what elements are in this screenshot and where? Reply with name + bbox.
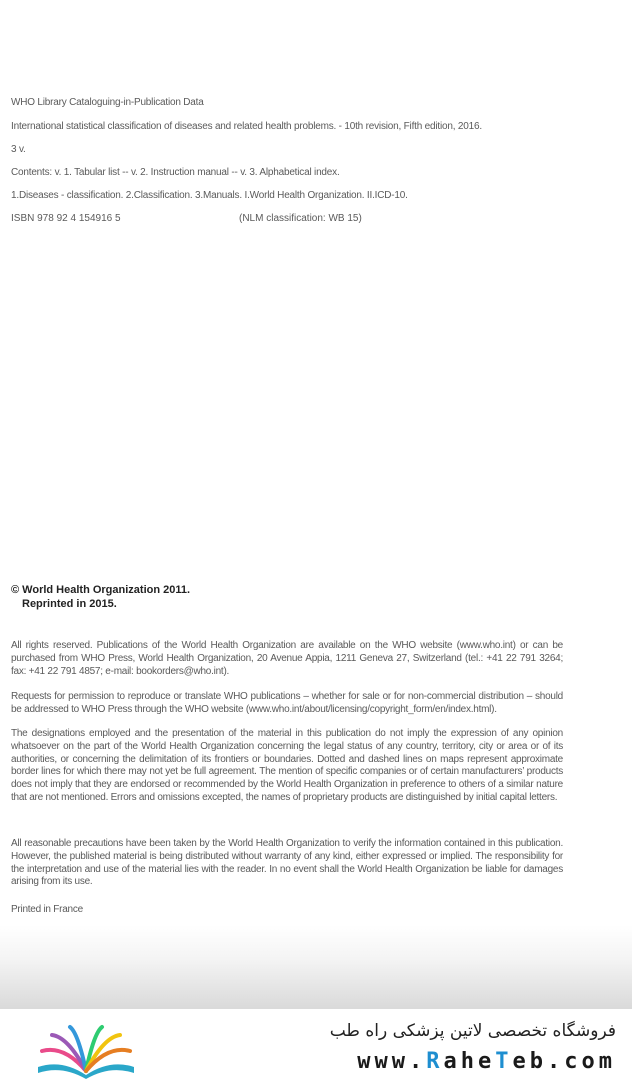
cataloguing-subjects: 1.Diseases - classification. 2.Classification. 3.Manuals. I.World Health Organization. II.ICD-10. [11, 190, 408, 201]
url-prefix: www. [357, 1049, 427, 1074]
cataloguing-isbn-row [11, 213, 362, 224]
rights-paragraph: All rights reserved. Publications of the World Health Organization are available on the WHO website (www.who.int) or can be purchased from WHO Press, World Health Organization, 20 Avenue Appia, 1211 Geneva 27, Switzerland (tel.: +41 22 791 3264; fax: +41 22 791 4857; e-mail: bookorders@who.int). [11, 640, 563, 677]
copyright-notice [11, 583, 190, 611]
url-accent-r: R [426, 1049, 444, 1074]
open-book-rainbow-logo-icon [34, 1023, 138, 1079]
precautions-paragraph: All reasonable precautions have been taken by the World Health Organization to verify the information contained in this publication. However, the published material is being distributed without warranty of any kind, either expressed or implied. The responsibility for the interpretation and use of the material lies with the reader. In no event shall the World Health Organization be liable for damages arising from its use. [11, 838, 563, 888]
isbn-number: ISBN 978 92 4 154916 5 [11, 213, 121, 224]
designations-paragraph: The designations employed and the presentation of the material in this publication do not imply the expression of any opinion whatsoever on the part of the World Health Organization concerning the legal status of any country, territory, city or area or of its authorities, or concerning the delimitation of its frontiers or boundaries. Dotted and dashed lines on maps represent approximate border lines for which there may not yet be full agreement. The mention of specific companies or of certain manufacturers’ products does not imply that they are endorsed or recommended by the World Health Organization in preference to others of a similar nature that are not mentioned. Errors and omissions excepted, the names of proprietary products are distinguished by initial capital letters. [11, 728, 563, 803]
cataloguing-heading: WHO Library Cataloguing-in-Publication Data [11, 97, 204, 108]
cataloguing-contents: Contents: v. 1. Tabular list -- v. 2. Instruction manual -- v. 3. Alphabetical index. [11, 167, 340, 178]
nlm-classification: (NLM classification: WB 15) [239, 213, 362, 224]
url-suffix: eb.com [512, 1049, 616, 1074]
store-banner [0, 1009, 632, 1079]
url-mid: ahe [443, 1049, 496, 1074]
permissions-paragraph: Requests for permission to reproduce or translate WHO publications – whether for sale or for non-commercial distribution – should be addressed to WHO Press through the WHO website (www.who.int/about/licensing/copyright_form/en/index.html). [11, 691, 563, 715]
store-url[interactable] [357, 1049, 616, 1074]
cataloguing-title-line: International statistical classification of diseases and related health problems. - 10th revision, Fifth edition, 2016. [11, 121, 482, 132]
printed-in-line: Printed in France [11, 904, 83, 915]
cataloguing-volumes: 3 v. [11, 144, 26, 155]
copyright-line: © World Health Organization 2011. [11, 584, 191, 596]
reprint-line: Reprinted in 2015. [22, 598, 117, 610]
page-shadow [0, 925, 632, 1010]
store-name: فروشگاه تخصصی لاتین پزشکی راه طب [329, 1021, 616, 1041]
url-accent-t: T [495, 1049, 513, 1074]
